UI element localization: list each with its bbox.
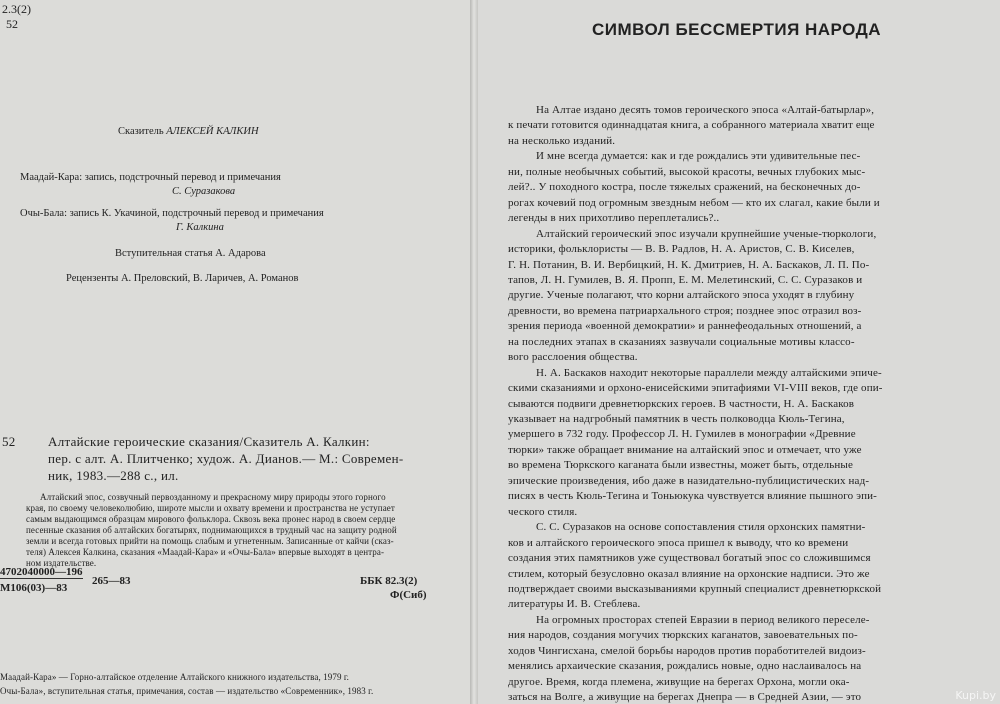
body-line: И мне всегда думается: как и где рождались эти удивительные пес- bbox=[536, 150, 861, 163]
body-line: другие. Ученые полагают, что корни алтайского эпоса уходят в глубину bbox=[508, 289, 855, 302]
body-line: другое. Время, когда племена, живущие на берегах Орхона, могли ока- bbox=[508, 675, 850, 688]
reviewers: Рецензенты А. Преловский, В. Ларичев, А. Романов bbox=[66, 273, 299, 284]
index-code-2: М106(03)—83 bbox=[0, 582, 68, 594]
body-line: С. С. Суразаков на основе сопоставления стиля орхонских памятни- bbox=[536, 521, 866, 534]
bbk-code: ББК 82.3(2) bbox=[360, 575, 418, 587]
abstract-line: песенные сказания об алтайских богатырях, поднимающихся в трудный час на защиту родной bbox=[26, 525, 397, 535]
biblio-line: пер. с алт. А. Плитченко; худож. А. Дианов.— М.: Современ- bbox=[48, 451, 404, 466]
body-line: вого расслоения общества. bbox=[508, 351, 638, 364]
biblio-line: ник, 1983.—288 с., ил. bbox=[48, 468, 179, 483]
left-page bbox=[0, 0, 470, 704]
body-line: ния народов, создания могучих тюркских каганатов, завоевательных по- bbox=[508, 629, 858, 642]
biblio-line: Алтайские героические сказания/Сказитель А. Калкин: bbox=[48, 434, 370, 449]
narrator-name: АЛЕКСЕЙ КАЛКИН bbox=[166, 126, 259, 137]
body-line: ни, полные необычных событий, высокой красоты, вечных глубоких мыс- bbox=[508, 165, 866, 178]
body-line: Г. Н. Потанин, В. И. Вербицкий, Н. К. Дмитриев, Н. А. Баскаков, Л. П. По- bbox=[508, 258, 870, 271]
index-code-1: 4702040000—196 bbox=[0, 566, 83, 578]
body-line: ходов Чингисхана, смелой борьбы народов против поработителей видоиз- bbox=[508, 644, 866, 657]
body-line: эпические произведения, ибо даже в назидательно-публицистических над- bbox=[508, 474, 870, 487]
abstract-line: Алтайский эпос, созвучный первозданному и прекрасному миру природы этого горного bbox=[40, 492, 386, 502]
body-line: создания этих памятников уже существовал богатый эпос со сложившимся bbox=[508, 552, 871, 565]
narrator-label: Сказитель bbox=[118, 126, 164, 137]
credit-1: Маадай-Кара: запись, подстрочный перевод и примечания bbox=[20, 172, 281, 183]
corner-code: 2.3(2) bbox=[2, 2, 31, 16]
body-line: тюрки» также обращает внимание на алтайский эпос и отмечает, что уже bbox=[508, 443, 862, 456]
body-line: сываются подвиги древнетюркских героев. В частности, Н. А. Баскаков bbox=[508, 397, 855, 410]
page-title: СИМВОЛ БЕССМЕРТИЯ НАРОДА bbox=[592, 20, 882, 39]
abstract-line: теля) Алексея Калкина, сказания «Маадай-Кара» и «Очы-Бала» впервые выходят в центра- bbox=[26, 547, 385, 557]
body-line: ков и алтайского героического эпоса пришел к выводу, что ко времени bbox=[508, 536, 849, 549]
body-line: заться на Волге, а живущие на берегах Днепра — в Средней Азии, — это bbox=[508, 691, 862, 704]
body-line: умершего в 732 году. Профессор Л. Н. Гумилев в монографии «Древние bbox=[508, 428, 856, 441]
body-line: во времена Тюркского каганата были известны, может быть, отдельные bbox=[508, 459, 853, 472]
abstract-line: ном издательстве. bbox=[26, 558, 97, 568]
body-line: на последних этапах в сказаниях зазвучали социальные мотивы классо- bbox=[508, 335, 855, 348]
body-line: писях в честь Кюль-Тегина и Тоньюкука чувствуется влияние пышного эпи- bbox=[508, 490, 877, 503]
book-gutter bbox=[470, 0, 478, 704]
abstract-line: земли и всегда готовых прийти на помощь слабым и угнетенным. Записанные от кайчи (сказ- bbox=[26, 536, 394, 546]
credit-2-name: Г. Калкина bbox=[176, 222, 224, 233]
body-line: зрения периода «военной демократии» и раннефеодальных отношений, а bbox=[508, 320, 862, 333]
body-line: Н. А. Баскаков находит некоторые параллели между алтайскими эпиче- bbox=[536, 366, 882, 379]
body-line: древности, во времена патриархального строя; позднее эпос отразил воз- bbox=[508, 304, 862, 317]
abstract-line: самым выдающимся образцам мирового фольклора. Сквозь века пронес народ в своем сердце bbox=[26, 514, 396, 524]
body-line: историки, фольклористы — В. В. Радлов, Н. А. Аристов, С. В. Киселев, bbox=[508, 243, 855, 256]
body-line: указывает на надгробный памятник в честь полководца Кюль-Тегина, bbox=[508, 413, 845, 425]
body-line: к печати готовится одиннадцатая книга, а собранного материала хватит еще bbox=[508, 119, 875, 132]
credit-1-name: С. Суразакова bbox=[172, 186, 236, 197]
body-line: легенды в них прихотливо переплетались?.. bbox=[508, 212, 720, 225]
body-line: скими сказаниями и орхоно-енисейскими эпитафиями VI-VIII веков, где опи- bbox=[508, 382, 883, 395]
body-line: Алтайский героический эпос изучали крупнейшие ученые-тюркологи, bbox=[536, 227, 877, 240]
intro-article: Вступительная статья А. Адарова bbox=[115, 248, 266, 259]
body-line: рогах кочевий под огромным звездным небом — кто их слагал, какие были и bbox=[508, 196, 880, 209]
copyright-line: Очы-Бала», вступительная статья, примечания, состав — издательство «Современник», 1983 г. bbox=[0, 686, 374, 696]
body-line: менялись архаические сказания, рождались новые, одно наслаивалось на bbox=[508, 660, 862, 673]
body-line: На Алтае издано десять томов героического эпоса «Алтай-батырлар», bbox=[536, 104, 875, 116]
narrator-line bbox=[118, 126, 259, 137]
watermark: Kupi.by bbox=[955, 689, 996, 702]
body-line: На огромных просторах степей Евразии в период великого переселе- bbox=[536, 613, 870, 626]
body-line: стилем, который безусловно оказал влияние на орхонские надписи. Это же bbox=[508, 567, 870, 580]
credit-2: Очы-Бала: запись К. Укачиной, подстрочный перевод и примечания bbox=[20, 208, 324, 219]
right-page bbox=[478, 0, 1000, 704]
biblio-code: 52 bbox=[2, 434, 16, 449]
abstract-line: края, по своему человеколюбию, широте мысли и охвату времени и пространства не уступает bbox=[26, 503, 395, 513]
body-line: лей?.. У походного костра, после тяжелых сражений, на бесконечных до- bbox=[508, 181, 861, 194]
corner-code-2: 52 bbox=[6, 17, 18, 31]
copyright-line: Маадай-Кара» — Горно-алтайское отделение Алтайского книжного издательства, 1979 г. bbox=[0, 672, 350, 682]
bbk-code-2: Ф(Сиб) bbox=[390, 589, 427, 601]
body-line: тапов, Л. Н. Гумилев, В. Я. Пропп, Е. М. Мелетинский, С. С. Суразаков и bbox=[508, 273, 863, 286]
body-line: литературы И. В. Стеблева. bbox=[508, 598, 641, 611]
body-line: ческого стиля. bbox=[508, 505, 578, 518]
body-line: на несколько изданий. bbox=[508, 134, 616, 147]
index-code-3: 265—83 bbox=[92, 575, 131, 587]
body-line: подтверждает своими высказываниями крупный специалист древнетюркской bbox=[508, 582, 882, 595]
